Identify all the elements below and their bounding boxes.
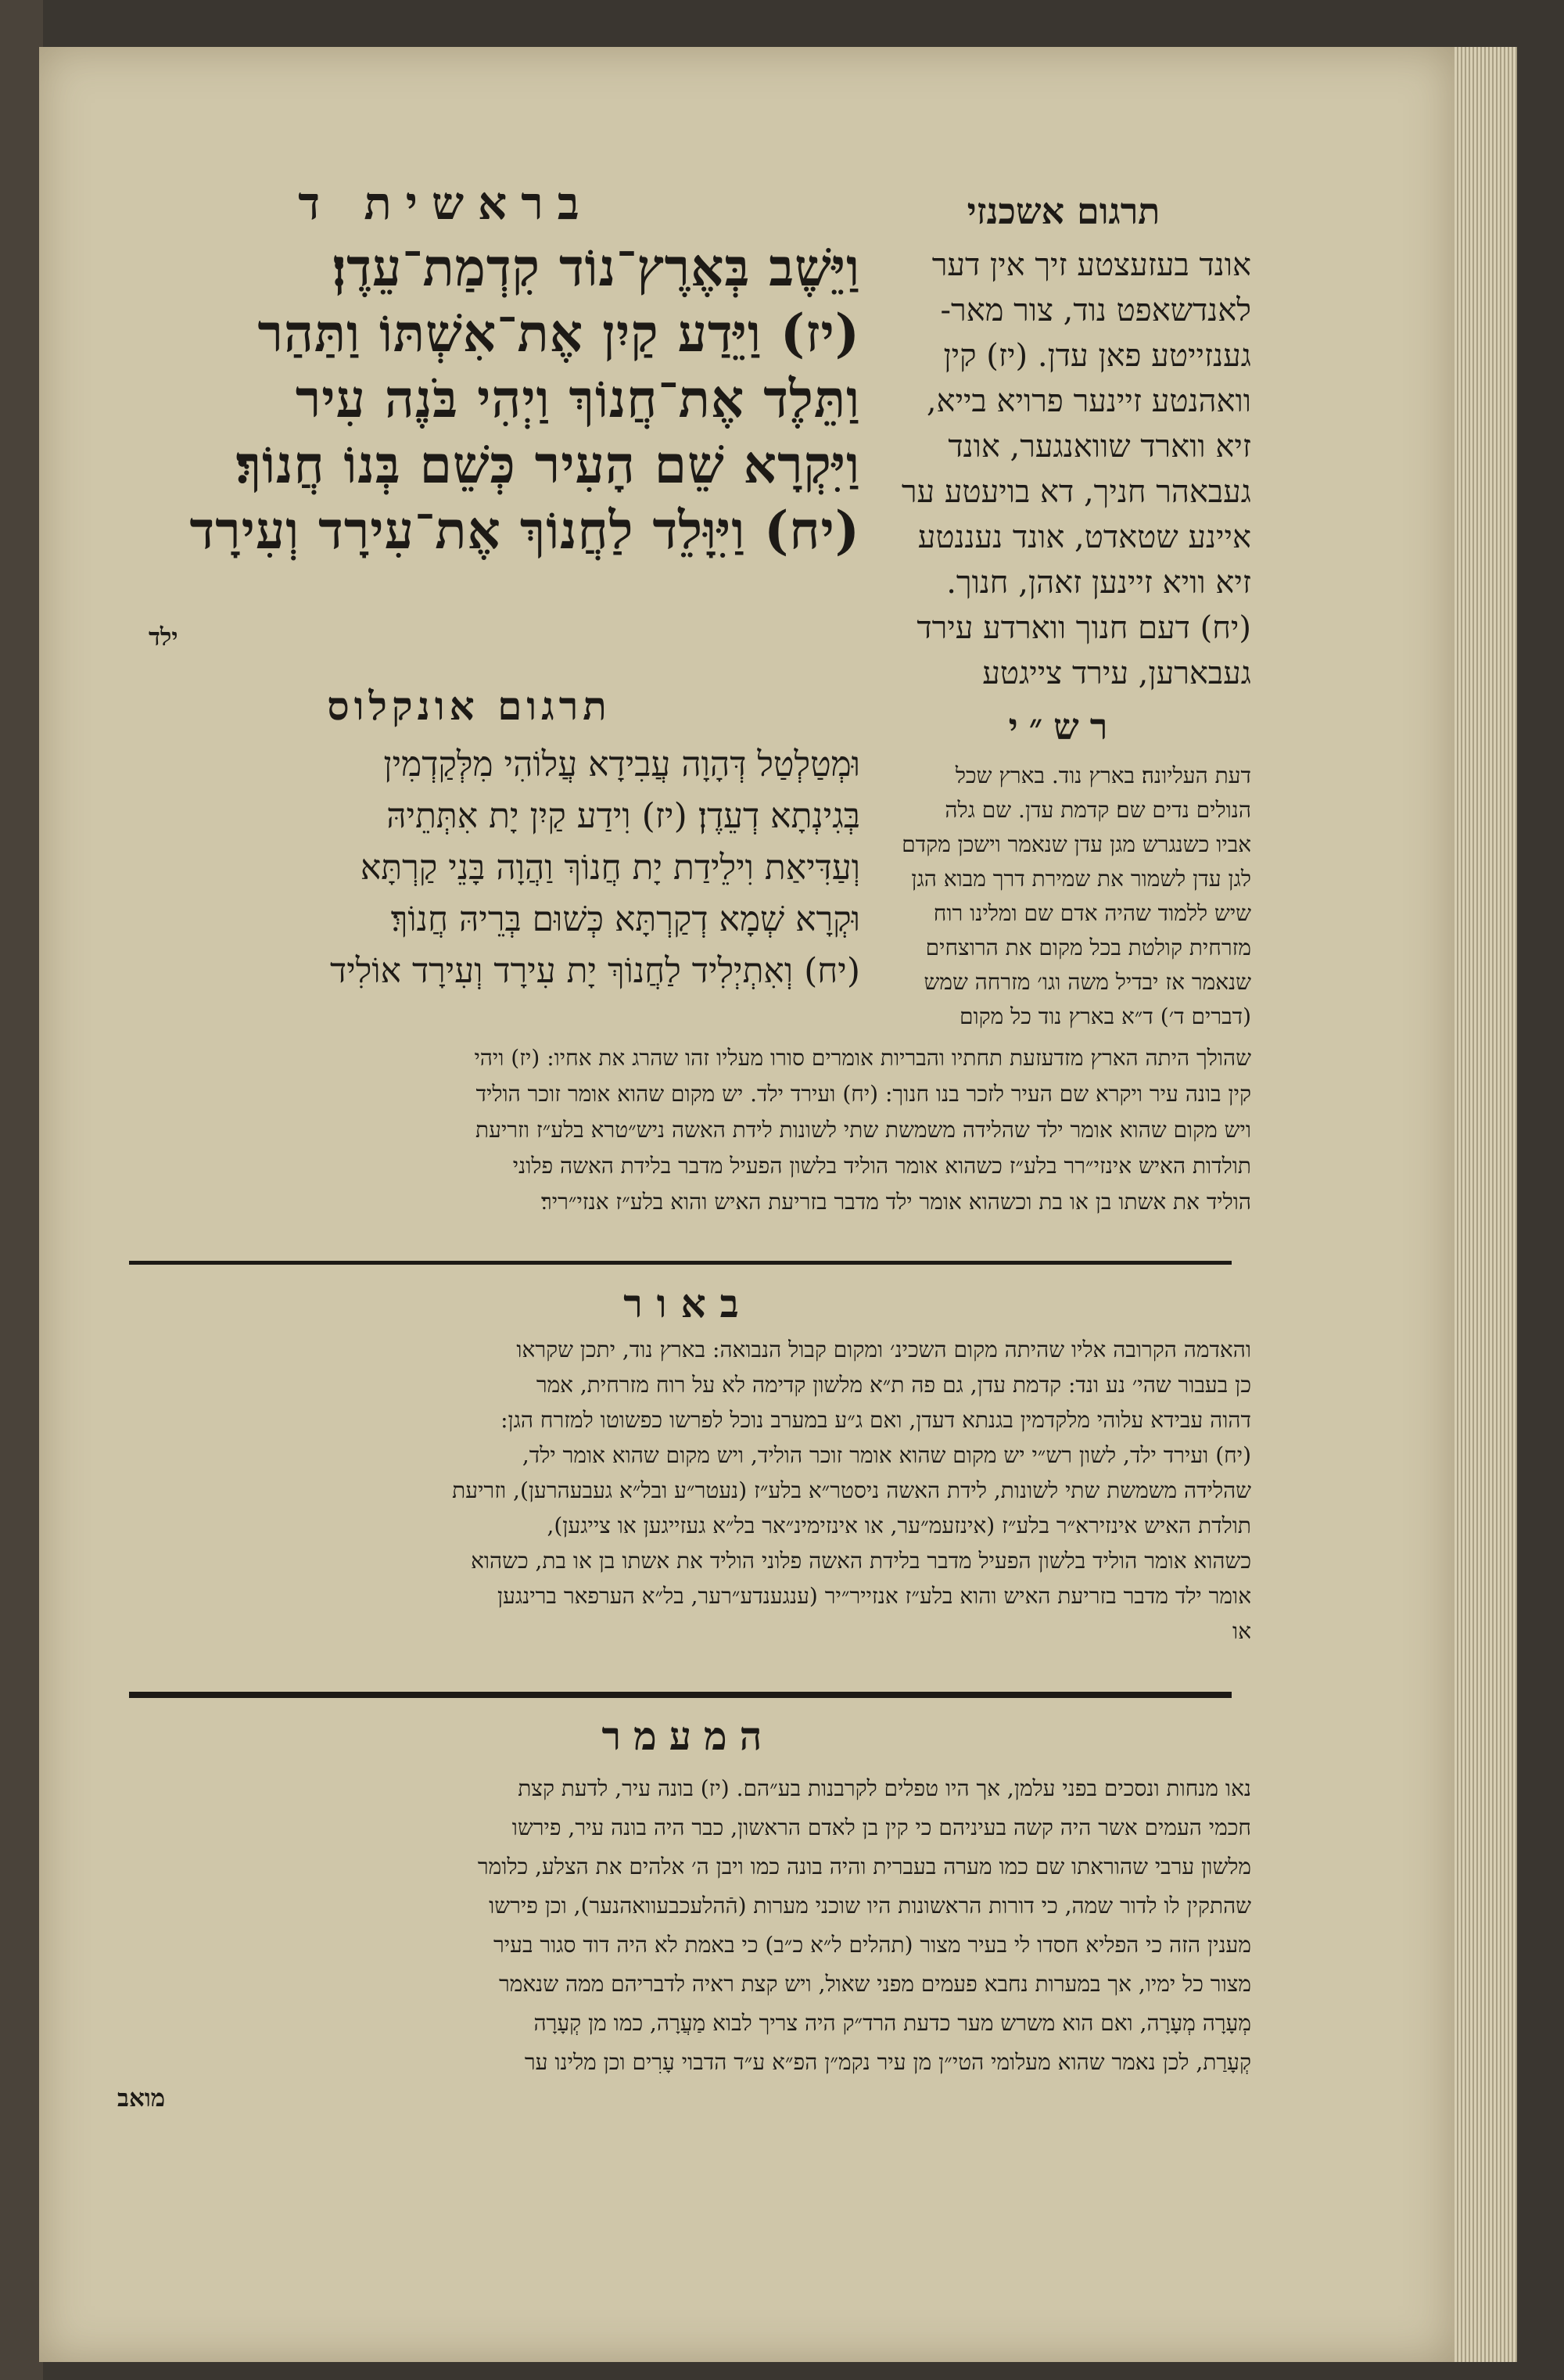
divider-rule xyxy=(129,1692,1232,1698)
ashkenazi-heading: תרגום אשכנזי xyxy=(967,190,1160,232)
verse-catchword: ילד xyxy=(149,623,178,652)
rashi-line: הנולים נדים שם׃ קדמת עדן. שם גלה xyxy=(945,797,1251,823)
rashi-heading: רש״י xyxy=(1008,705,1119,748)
biur-line: או xyxy=(1232,1618,1251,1644)
biur-heading: באור xyxy=(623,1280,753,1326)
ashkenazi-line: וואהנטע זיינער פרויא בייא, xyxy=(926,383,1251,419)
rashi-line: תולדות האיש אינזי״רר בלע״ז כשהוא אומר הוליד בלשון הפעיל מדבר בלידת האשה פלוני xyxy=(512,1153,1251,1179)
biur-line: שהלידה משמשת שתי לשונות, לידת האשה ניסטר״א בלע״ז (נעטר״ע ובל״א געבעהרען), וזריעת xyxy=(452,1477,1251,1503)
meammer-line: מְעָרָה מְעָרָה, ואם הוא משרש מער כדעת הרד״ק היה צריך לבוא מַעֲרָה, כמו מן קְעָרָה xyxy=(533,2010,1251,2036)
rashi-line: קין בונה עיר ויקרא שם העיר לזכר בנו חנוך: (יח) ועירד ילד. יש מקום שהוא אומר זוכר הוליד xyxy=(475,1081,1251,1107)
rashi-line: שהולך היתה הארץ מזדעזעת תחתיו והבריות אומרים סורו מעליו זהו שהרג את אחיו: (יז) ויהי xyxy=(474,1045,1251,1071)
ashkenazi-line: זיא ווארד שוואנגער, אונד xyxy=(948,429,1251,465)
divider-rule xyxy=(129,1261,1232,1265)
onkelos-line: וְעַדִּיאַת וִילֵידַת יָת חֲנוֹךְ וַהֲוָה בָּנֵי קַרְתָּא xyxy=(360,848,860,888)
ashkenazi-line: איינע שטאדט, אונד נעננטע xyxy=(917,519,1251,555)
biur-line: כשהוא אומר הוליד בלשון הפעיל מדבר בלידת האשה פלוני הוליד את אשתו בן או בת, כשהוא xyxy=(471,1548,1251,1574)
ashkenazi-line: געבארען, עירד צייגטע xyxy=(982,655,1251,691)
biur-line: תולדת האיש אינזירא״ר בלע״ז (אינזעמ״ער, או אינזימינ״אר בל״א געזייגען או צייגען), xyxy=(547,1513,1251,1538)
chapter-heading: בראשית ד xyxy=(298,177,594,230)
verse-line: וַתֵּלֶד אֶת־חֲנוֹךְ וַיְהִי בֹּנֶה עִיר xyxy=(295,368,860,429)
biur-line: (יח) ועירד ילד, לשון רש״י יש מקום שהוא אומר זוכר הוליד, ויש מקום שהוא אומר ילד, xyxy=(522,1442,1251,1468)
biur-line: דהוה עבידא עלוהי מלקדמין בגנתא דעדן, ואם ג״ע במערב נוכל לפרשו כפשוטו למזרח הגן: xyxy=(500,1407,1251,1433)
ashkenazi-line: זיא וויא זיינען זאהן, חנוך. xyxy=(946,565,1251,601)
ashkenazi-line: לאנדשאפט נוד, צור מאר- xyxy=(940,293,1251,328)
verse-line: (יח) וַיִּוָּלֵד לַחֲנוֹךְ אֶת־עִירָד וְעִירָד xyxy=(189,500,860,561)
rashi-line: מזרחית קולטת בכל מקום את הרוצחים xyxy=(925,935,1251,960)
meammer-line: מצור כל ימיו, אך במערות נחבא פעמים מפני שאול, ויש קצת ראיה לדבריהם ממה שנאמר xyxy=(499,1971,1251,1997)
meammer-line: נאו מנחות ונסכים בפני עלמן, אך היו טפלים לקרבנות בע״הם. (יז) בונה עיר, לדעת קצת xyxy=(518,1775,1251,1801)
onkelos-line: בְּגִינְתָא דְעֵדֶן׃ (יז) וִידַע קַיִן יָת אִתְּתֵיהּ xyxy=(386,796,860,836)
rashi-line: שיש ללמוד שהיה אדם שם ומלינו רוח xyxy=(933,900,1251,926)
rashi-line: הוליד את אשתו בן או בת וכשהוא אומר ילד מדבר בזריעת האיש והוא בלע״ז אנזי״ריר׃ xyxy=(540,1189,1251,1215)
onkelos-block xyxy=(78,739,860,997)
rashi-full-block xyxy=(125,1040,1251,1220)
ashkenazi-block xyxy=(876,242,1251,696)
rashi-line: ויש מקום שהוא אומר ילד שהלידה משמשת שתי לשונות לידת האשה ניש״טרא בלע״ז וזריעת xyxy=(475,1117,1251,1143)
book-binding xyxy=(0,0,43,2380)
onkelos-line: (יח) וְאִתְיְלִיד לַחֲנוֹךְ יָת עִירָד וְעִירָד אוֹלִיד xyxy=(330,951,860,991)
verse-line: (יז) וַיֵּדַע קַיִן אֶת־אִשְׁתּוֹ וַתַּהַר xyxy=(257,303,860,364)
onkelos-line: וּקְרָא שְׁמָא דְקַרְתָּא כְּשׁוּם בְּרֵיהּ חֲנוֹךְ׃ xyxy=(390,899,860,939)
onkelos-heading: תרגום אונקלוס xyxy=(327,683,612,729)
meammer-line: שהתקין לו לדור שמה, כי דורות הראשונות היו שוכני מערות (הֿהלעכבעוואהנער), וכן פירשו xyxy=(489,1893,1251,1919)
ashkenazi-line: (יח) דעם חנוך ווארדע עירד xyxy=(917,610,1251,646)
page-catchword: מואב xyxy=(117,2084,166,2113)
verse-line: וַיֵּשֶׁב בְּאֶרֶץ־נוֹד קִדְמַת־עֵדֶן׃ xyxy=(332,237,860,298)
meammer-line: מלשון ערבי שהוראתו שם כמו מערה בעברית והיה בונה כמו ויבן ה׳ אלהים את הצלע, כלומר xyxy=(477,1854,1251,1879)
biur-line: והאדמה הקרובה אליו שהיתה מקום השכינ׳ ומקום קבול הנבואה: בארץ נוד, יתכן שקראו xyxy=(516,1337,1251,1362)
biur-block xyxy=(125,1332,1251,1649)
page-edges xyxy=(1455,47,1517,2362)
meammer-heading: המעמר xyxy=(601,1713,775,1759)
biur-line: כן בעבור שהי׳ נע ונד: קדמת עדן, גם פה ת״א מלשון קדימה לא על רוח מזרחית, אמר xyxy=(536,1372,1251,1398)
ashkenazi-line: גענזייטע פאן עדן. (יז) קין xyxy=(943,338,1251,374)
rashi-line: לגן עדן לשמור את שמירת דרך מבוא הגן xyxy=(911,866,1251,892)
verse-line: וַיִּקְרָא שֵׁם הָעִיר כְּשֵׁם בְּנוֹ חֲנוֹךְ׃ xyxy=(235,434,860,495)
rashi-line: דעת העליונה׃ בארץ נוד. בארץ שכל xyxy=(955,763,1251,788)
rashi-line: שנאמר אז יבדיל משה וגו׳ מזרחה שמש xyxy=(924,969,1251,995)
meammer-line: קְעָרַת, לכן נאמר שהוא מעלומי הטי״ן מן עיר נקמ״ן הפ״א ע״ד הדבוי עָרִים וכן מלינו ער xyxy=(524,2049,1251,2075)
rashi-block xyxy=(876,759,1251,1034)
meammer-block xyxy=(109,1769,1251,2082)
ashkenazi-line: אונד בעזעצטע זיך אין דער xyxy=(931,247,1251,283)
meammer-line: חכמי העמים אשר היה קשה בעיניהם כי קין בן לאדם הראשון, כבר היה בונה עיר, פירשו xyxy=(511,1815,1251,1840)
ashkenazi-line: געבאהר חניך, דא בויעטע ער xyxy=(901,474,1251,510)
onkelos-line: וּמְטַלְטַל דְּהָוָה עֲבִידָא עֲלוֹהִי מִלְּקַדְמִין xyxy=(383,745,860,784)
rashi-line: (דברים ד׳) ד״א בארץ נוד כל מקום xyxy=(960,1003,1251,1029)
verse-block xyxy=(78,235,860,563)
meammer-line: מענין הזה כי הפליא חסדו לי בעיר מצור (תהלים ל״א כ״ב) כי באמת לא היה דוד סגור בעיר xyxy=(493,1932,1251,1958)
biur-line: אומר ילד מדבר בזריעת האיש והוא בלע״ז אנזייר״יר (ענגענדע״רער, בל״א הערפאר ברינגען xyxy=(497,1583,1251,1609)
rashi-line: אביו כשנגרש מגן עדן שנאמר וישכן מקדם xyxy=(902,831,1251,857)
